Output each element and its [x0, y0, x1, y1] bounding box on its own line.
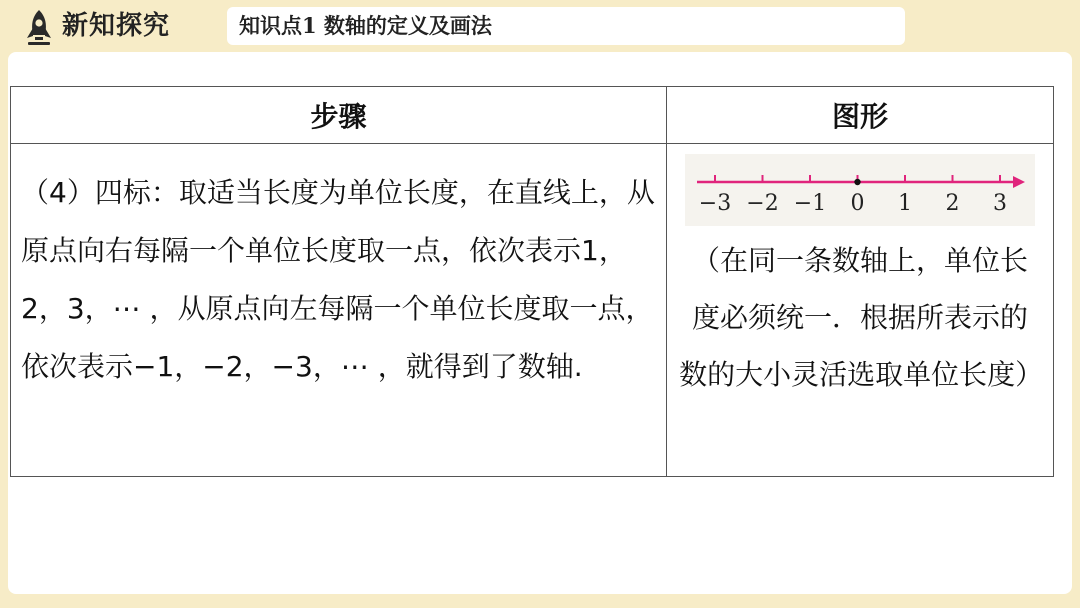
number-line-figure — [685, 154, 1035, 226]
tick-label: −2 — [746, 191, 779, 216]
axis-arrow-icon — [1013, 176, 1025, 188]
tick-label: 3 — [993, 191, 1008, 216]
topic-title: 知识点1 数轴的定义及画法 — [239, 13, 492, 38]
steps-table — [10, 86, 1054, 477]
section-title: 新知探究 — [62, 11, 171, 41]
table-header-row — [11, 87, 1054, 144]
tick-label: −3 — [698, 191, 732, 216]
topic-box — [227, 7, 905, 45]
column-header-steps: 步骤 — [11, 87, 667, 144]
figure-cell — [667, 144, 1054, 477]
header-bar — [0, 0, 1080, 52]
column-header-figure: 图形 — [667, 87, 1054, 144]
tick-label: 1 — [898, 191, 913, 216]
origin-dot — [854, 179, 860, 185]
tick-label: 0 — [850, 191, 865, 216]
rocket-icon — [22, 8, 56, 46]
tick-label: −1 — [793, 191, 827, 216]
tick-label: 2 — [945, 191, 960, 216]
steps-description: （4）四标：取适当长度为单位长度，在直线上，从原点向右每隔一个单位长度取一点，依次表示1，2，3，⋯ ，从原点向左每隔一个单位长度取一点，依次表示−1，−2，−3，⋯ ，就得到了数轴. — [11, 144, 667, 477]
table-row — [11, 144, 1054, 477]
figure-note: （在同一条数轴上，单位长度必须统一．根据所表示的数的大小灵活选取单位长度） — [679, 244, 1044, 391]
